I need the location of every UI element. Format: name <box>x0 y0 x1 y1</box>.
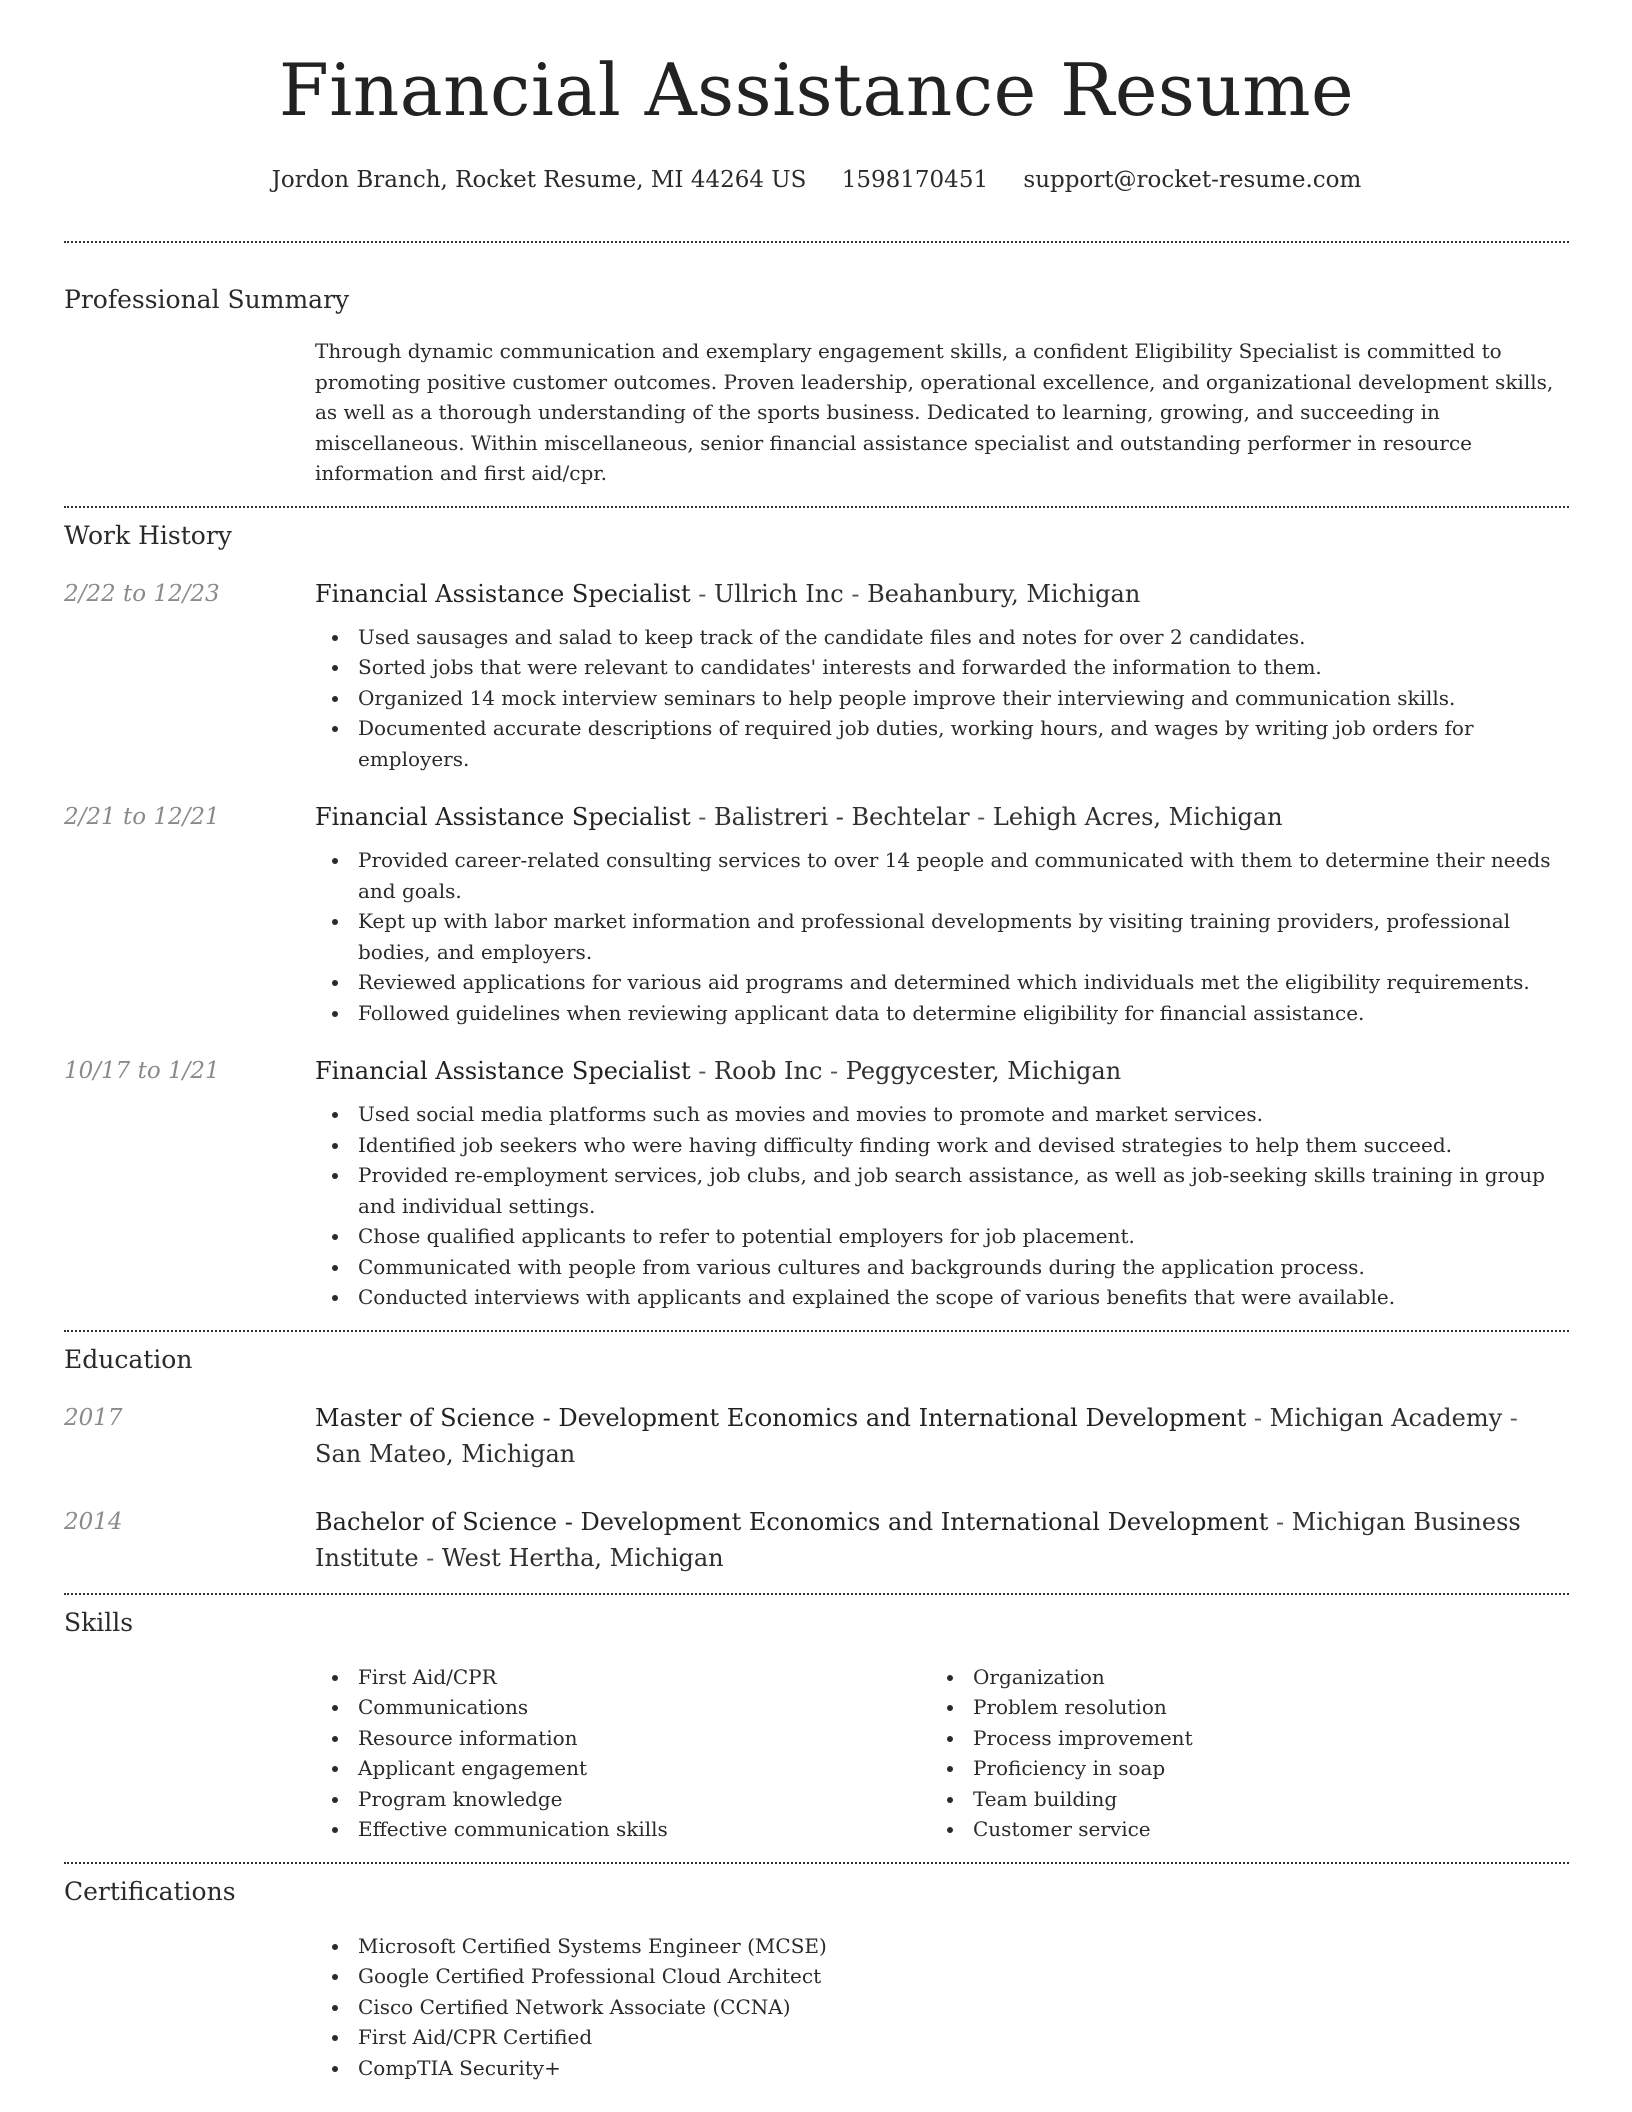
education-degree: Bachelor of Science - Development Economics and International Development <box>315 1507 1269 1536</box>
job-bullet: Chose qualified applicants to refer to potential employers for job placement. <box>315 1221 1569 1252</box>
skill-item: Communications <box>315 1692 930 1723</box>
job-entry <box>64 799 1569 1028</box>
summary-text: Through dynamic communication and exemplary engagement skills, a confident Eligibility Specialist is committed to promoting positive customer outcomes. Proven leadership, operational excellence, and organizational development skills, as well as a thorough understanding of the sports business. Dedicated to learning, growing, and succeeding in miscellaneous. Within miscellaneous, senior financial assistance specialist and outstanding performer in resource information and first aid/cpr. <box>315 339 1554 485</box>
skill-item: Effective communication skills <box>315 1814 930 1845</box>
job-role: Financial Assistance Specialist <box>315 1057 691 1085</box>
divider <box>64 241 1569 243</box>
job-bullet: Kept up with labor market information and professional developments by visiting training providers, professional bodies, and employers. <box>315 906 1569 967</box>
summary-section <box>64 285 1569 489</box>
section-title-summary: Professional Summary <box>64 285 350 314</box>
contact-address: Jordon Branch, Rocket Resume, MI 44264 US <box>271 167 807 193</box>
divider <box>64 1862 1569 1864</box>
skills-list-right <box>930 1662 1545 1845</box>
education-institution: Michigan Business Institute <box>315 1507 1521 1572</box>
education-year: 2014 <box>64 1508 123 1535</box>
divider <box>64 1593 1569 1595</box>
job-company: Roob Inc <box>714 1057 823 1085</box>
certification-item: Google Certified Professional Cloud Architect <box>315 1961 1569 1992</box>
certification-item: Cisco Certified Network Associate (CCNA) <box>315 1992 1569 2023</box>
skill-item: First Aid/CPR <box>315 1662 930 1693</box>
contact-email: support@rocket-resume.com <box>1023 167 1362 193</box>
section-title-education: Education <box>64 1344 193 1374</box>
job-bullet: Sorted jobs that were relevant to candidates' interests and forwarded the information to them. <box>315 652 1569 683</box>
job-entry <box>64 1053 1569 1313</box>
certifications-section <box>64 1877 1569 2084</box>
resume-page <box>64 0 1569 2083</box>
job-bullet: Identified job seekers who were having difficulty finding work and devised strategies to help them succeed. <box>315 1130 1569 1161</box>
education-institution: Michigan Academy <box>1269 1403 1503 1432</box>
skill-item: Resource information <box>315 1723 930 1754</box>
education-year: 2017 <box>64 1404 123 1431</box>
job-bullets <box>315 622 1569 775</box>
skill-item: Organization <box>930 1662 1545 1693</box>
job-role: Financial Assistance Specialist <box>315 579 691 608</box>
certification-item: Microsoft Certified Systems Engineer (MCSE) <box>315 1931 1569 1962</box>
skills-section <box>64 1608 1569 1845</box>
job-location: Peggycester, Michigan <box>845 1057 1122 1085</box>
section-title-certifications: Certifications <box>64 1876 236 1906</box>
certification-item: First Aid/CPR Certified <box>315 2022 1569 2053</box>
job-company: Balistreri - Bechtelar <box>714 803 970 831</box>
job-bullet: Documented accurate descriptions of required job duties, working hours, and wages by writing job orders for employers. <box>315 713 1569 774</box>
job-location: Beahanbury, Michigan <box>867 579 1141 608</box>
skill-item: Proficiency in soap <box>930 1753 1545 1784</box>
section-title-work: Work History <box>64 520 232 550</box>
section-title-skills: Skills <box>64 1607 134 1637</box>
education-location: West Hertha, Michigan <box>441 1543 724 1572</box>
job-bullet: Used social media platforms such as movies and movies to promote and market services. <box>315 1099 1569 1130</box>
job-heading: Financial Assistance Specialist - Roob Inc - Peggycester, Michigan <box>315 1057 1122 1085</box>
job-dates: 10/17 to 1/21 <box>64 1058 220 1084</box>
certification-item: CompTIA Security+ <box>315 2053 1569 2084</box>
job-bullet: Used sausages and salad to keep track of the candidate files and notes for over 2 candidates. <box>315 622 1569 653</box>
skill-item: Customer service <box>930 1814 1545 1845</box>
job-bullet: Reviewed applications for various aid programs and determined which individuals met the eligibility requirements. <box>315 967 1569 998</box>
skill-item: Program knowledge <box>315 1784 930 1815</box>
job-entry <box>64 576 1569 775</box>
education-degree: Master of Science - Development Economics and International Development <box>315 1403 1247 1432</box>
job-dates: 2/22 to 12/23 <box>64 580 220 607</box>
contact-line <box>64 166 1569 194</box>
education-section <box>64 1345 1569 1576</box>
divider <box>64 1330 1569 1332</box>
job-bullets <box>315 845 1569 1028</box>
education-heading: Master of Science - Development Economics and International Development - Michigan Academy - San Mateo, Michigan <box>315 1403 1518 1468</box>
job-dates: 2/21 to 12/21 <box>64 804 220 830</box>
job-location: Lehigh Acres, Michigan <box>992 803 1283 831</box>
skills-list-left <box>315 1662 930 1845</box>
contact-phone: 1598170451 <box>841 167 989 193</box>
education-location: San Mateo, Michigan <box>315 1439 576 1468</box>
certifications-list <box>315 1931 1569 2084</box>
education-heading: Bachelor of Science - Development Economics and International Development - Michigan Business Institute - West Hertha, Michigan <box>315 1507 1521 1572</box>
job-bullet: Provided re-employment services, job clubs, and job search assistance, as well as job-seeking skills training in group and individual settings. <box>315 1160 1569 1221</box>
skill-item: Process improvement <box>930 1723 1545 1754</box>
job-heading: Financial Assistance Specialist - Balistreri - Bechtelar - Lehigh Acres, Michigan <box>315 803 1283 831</box>
resume-title: Financial Assistance Resume <box>278 48 1355 132</box>
education-entry <box>64 1504 1569 1576</box>
job-bullet: Conducted interviews with applicants and explained the scope of various benefits that were available. <box>315 1282 1569 1313</box>
job-bullet: Followed guidelines when reviewing applicant data to determine eligibility for financial assistance. <box>315 998 1569 1029</box>
divider <box>64 506 1569 508</box>
job-heading: Financial Assistance Specialist - Ullrich Inc - Beahanbury, Michigan <box>315 579 1141 608</box>
skill-item: Team building <box>930 1784 1545 1815</box>
skill-item: Problem resolution <box>930 1692 1545 1723</box>
skill-item: Applicant engagement <box>315 1753 930 1784</box>
job-bullets <box>315 1099 1569 1313</box>
job-bullet: Organized 14 mock interview seminars to help people improve their interviewing and communication skills. <box>315 683 1569 714</box>
job-role: Financial Assistance Specialist <box>315 803 691 831</box>
job-company: Ullrich Inc <box>714 579 844 608</box>
job-bullet: Provided career-related consulting services to over 14 people and communicated with them to determine their needs and goals. <box>315 845 1569 906</box>
education-entry <box>64 1400 1569 1472</box>
job-bullet: Communicated with people from various cultures and backgrounds during the application process. <box>315 1252 1569 1283</box>
work-history-section <box>64 521 1569 1313</box>
